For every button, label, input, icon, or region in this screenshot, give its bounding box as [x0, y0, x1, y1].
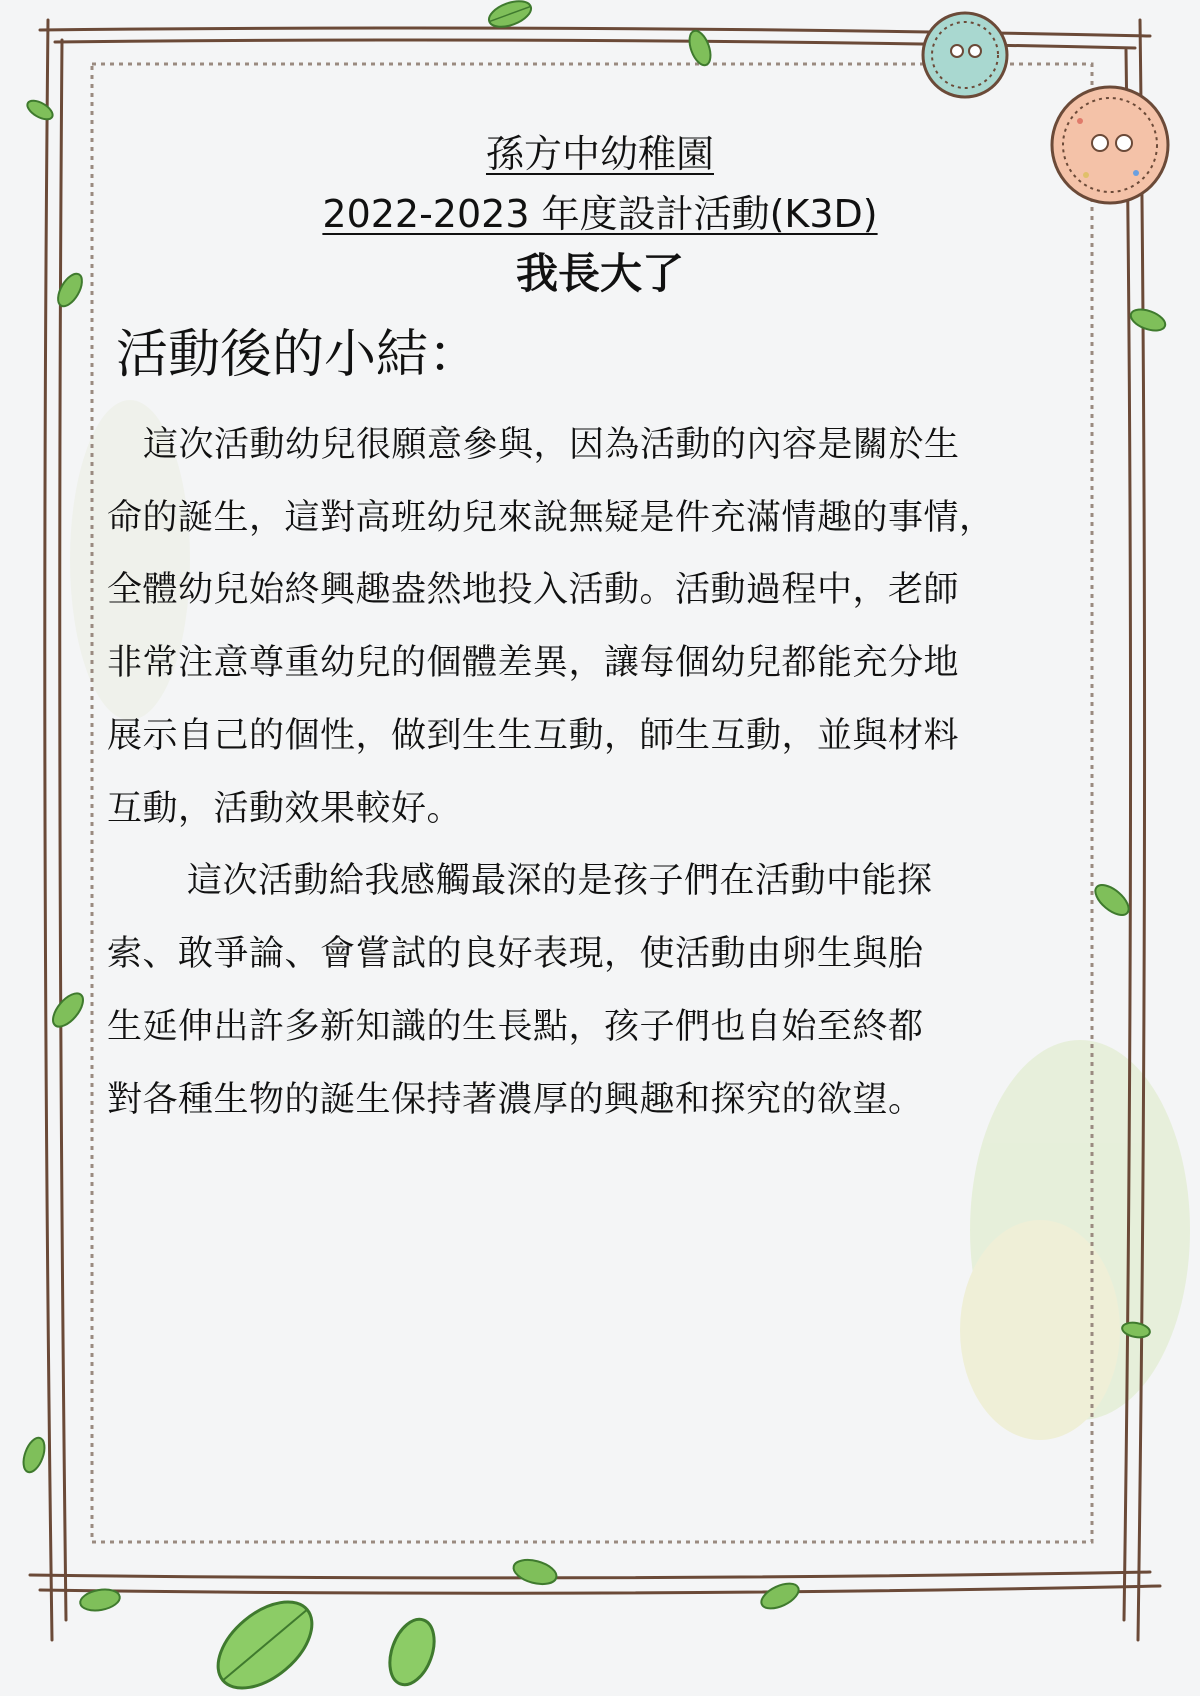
- paragraph-line: 生延伸出許多新知識的生長點，孩子們也自始至終都: [107, 1007, 924, 1047]
- program-line: 2022-2023 年度設計活動(K3D): [322, 192, 878, 236]
- paragraph-line: 這次活動給我感觸最深的是孩子們在活動中能探: [187, 861, 933, 901]
- paragraph-line: 互動，活動效果較好。: [107, 789, 463, 829]
- paragraph-line: 對各種生物的誕生保持著濃厚的興趣和探究的欲望。: [107, 1080, 924, 1120]
- activity-title: 我長大了: [515, 249, 684, 298]
- paragraph-line: 索、敢爭論、會嘗試的良好表現，使活動由卵生與胎: [107, 934, 924, 974]
- paragraph-line: 命的誕生，這對高班幼兒來說無疑是件充滿情趣的事情，: [107, 498, 995, 538]
- paragraph-line: 展示自己的個性，做到生生互動，師生互動，並與材料: [107, 716, 960, 756]
- paragraph-line: 這次活動幼兒很願意參與，因為活動的內容是關於生: [143, 425, 960, 465]
- paragraph-line: 全體幼兒始終興趣盎然地投入活動。活動過程中，老師: [107, 570, 960, 610]
- paragraph-line: 非常注意尊重幼兒的個體差異，讓每個幼兒都能充分地: [107, 643, 960, 683]
- school-name: 孫方中幼稚園: [485, 132, 714, 176]
- section-heading: 活動後的小結：: [116, 325, 481, 385]
